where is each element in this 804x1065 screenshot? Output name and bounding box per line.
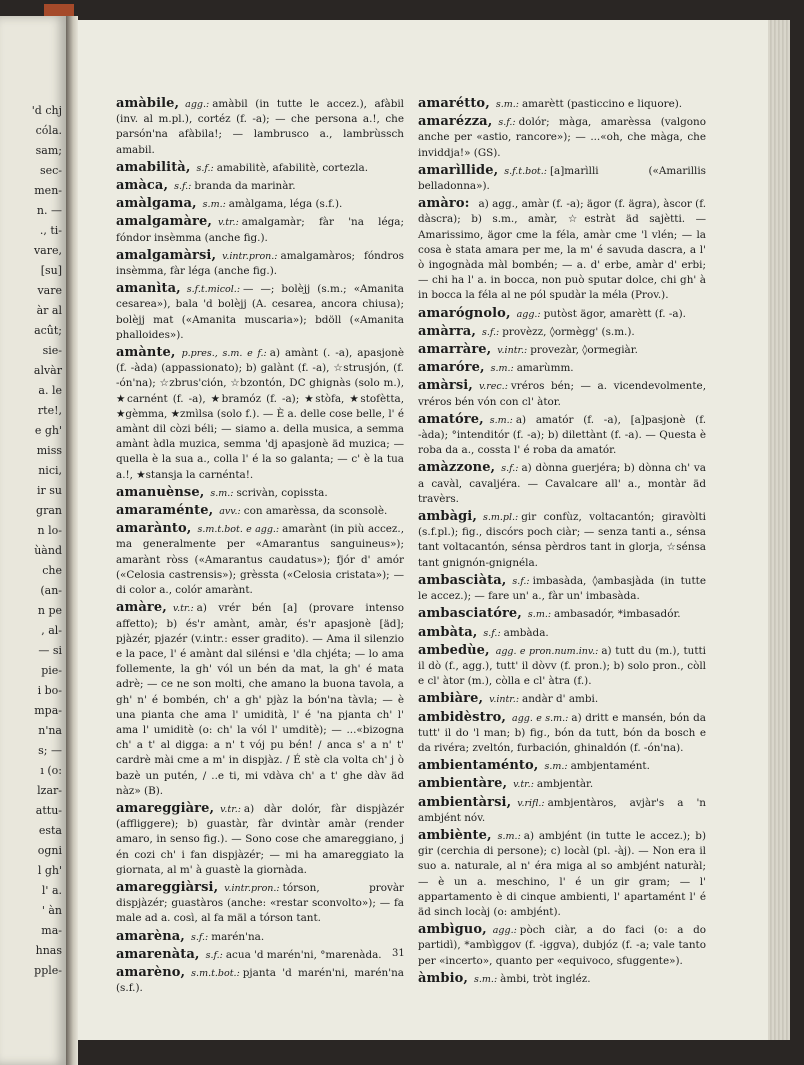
entry-definition: acua 'd marén'ni, °marenàda. — [225, 948, 382, 961]
dictionary-entry — [418, 96, 706, 112]
dictionary-entry — [116, 248, 404, 279]
left-page-text-fragment: gran — [36, 504, 62, 517]
entry-definition: ambjentamént. — [570, 760, 650, 773]
entry-grammar: s.m.: — [474, 973, 498, 985]
entry-grammar: s.f.: — [498, 117, 516, 129]
entry-headword: amàlgama, — [116, 196, 197, 212]
entry-definition: ambasadór, *imbasadór. — [554, 608, 681, 621]
entry-definition: amàbil (in tutte le accez.), afàbil (inv. al m.pl.), cortéz (f. -a); — che persona a.!, che parsón'na afàbila!; — lambrusco a., lambrùssch amabil. — [116, 98, 404, 156]
dictionary-entry — [418, 625, 706, 641]
entry-headword: amarràre, — [418, 342, 492, 358]
entry-grammar: s.f.: — [483, 627, 501, 639]
entry-headword: amàre, — [116, 600, 167, 616]
left-page-text-fragment: nici, — [38, 464, 62, 477]
left-column — [116, 96, 404, 998]
entry-grammar: s.m.: — [497, 830, 521, 842]
entry-definition: ambàda. — [503, 626, 549, 639]
entry-headword: ambientàrsi, — [418, 794, 512, 810]
entry-definition: [a]marìlli («Amarillis belladonna»). — [418, 164, 706, 193]
entry-definition: provezàr, ◊ormegiàr. — [530, 344, 638, 357]
entry-grammar: v.rec.: — [478, 381, 508, 393]
dictionary-entry — [116, 96, 404, 158]
entry-definition: amarètt (pasticcino e liquore). — [521, 98, 683, 110]
entry-grammar: v.intr.pron.: — [222, 250, 278, 262]
left-page-text-fragment: ogni — [37, 844, 62, 857]
entry-definition: ambjentàr. — [536, 778, 594, 791]
dictionary-entry — [116, 965, 404, 996]
entry-grammar: s.m.: — [495, 99, 519, 110]
left-page-text-fragment: — si — [38, 644, 62, 657]
dictionary-entry — [418, 360, 706, 376]
entry-headword: amarétto, — [418, 96, 490, 111]
entry-headword: ambìguo, — [418, 922, 487, 938]
left-page-text-fragment: 'd chj — [31, 104, 62, 117]
dictionary-entry — [418, 971, 706, 987]
entry-definition: àmbi, tròt ingléz. — [500, 972, 591, 985]
left-page-text-fragment: vare — [37, 284, 62, 297]
entry-definition: ambjentàros, avjàr's a 'n ambjént nóv. — [418, 796, 706, 824]
dictionary-entry — [116, 947, 404, 963]
left-page-text-fragment: lzar- — [37, 784, 62, 797]
entry-headword: amalgamàrsi, — [116, 247, 217, 263]
entry-grammar: v.tr.: — [220, 803, 241, 815]
entry-definition: provèzz, ◊ormègg' (s.m.). — [502, 325, 635, 338]
scan-top-border — [0, 0, 804, 18]
entry-grammar: s.f.t.bot.: — [504, 165, 547, 177]
book-spine — [66, 16, 78, 1065]
entry-headword: amarenàta, — [116, 946, 200, 962]
left-page-text-fragment: n pe — [37, 604, 62, 617]
dictionary-entry — [418, 776, 706, 792]
entry-headword: amaróre, — [418, 360, 485, 376]
dictionary-entry — [418, 196, 706, 303]
left-page-text-fragment: ı (o: — [40, 764, 62, 777]
dictionary-entry — [418, 922, 706, 969]
left-page-text-fragment: ùànd — [34, 544, 62, 557]
entry-definition: con amarèssa, da sconsolè. — [243, 505, 388, 518]
dictionary-entry — [418, 828, 706, 920]
dictionary-entry — [418, 114, 706, 161]
right-column — [418, 96, 706, 989]
entry-headword: amàro: — [418, 196, 470, 212]
entry-definition: tórson, provàr dispjàzér; guastàros (anche: «restar sconvolto»); — fa male ad a. così, al fa mäl a tórson tant. — [116, 881, 404, 925]
dictionary-entry — [418, 324, 706, 340]
entry-headword: amàca, — [116, 178, 169, 194]
entry-definition: a) agg., amàr (f. -a); ägor (f. ägra), àscor (f. dàscra); b) s.m., amàr, ☆estràt äd sajètti. — Amarissimo, ägor cme la féla, amàr cme 'l vlén; — la cosa è stata amara per me, la m' é savuda dascra, a l' ò ingognàda màl bombén; — a. d' erbe, amàr d' erbi; — chi ha l' a. in bocca, non può sputar dolce, chi gh' à in bocca la féla al ne pól spudàr la méla (Prov.). — [418, 198, 706, 302]
entry-definition: — —; bolèjj (s.m.; «Amanita cesarea»), bala 'd bolèjj (A. cesarea, ancora chiusa); bolèjj mat («Amanita muscaria»); bdöll («Amanita phalloides»). — [116, 283, 404, 341]
entry-definition: amabilitè, afabilitè, cortezla. — [216, 161, 369, 174]
entry-definition: putòst ägor, amarètt (f. -a). — [543, 307, 686, 320]
left-page-text-fragment: ma- — [41, 924, 62, 937]
left-page-text-fragment: s; — — [38, 744, 62, 757]
entry-grammar: s.m.: — [210, 487, 234, 499]
entry-grammar: v.tr.: — [217, 217, 239, 229]
left-page-text-fragment: mpa- — [34, 704, 62, 717]
entry-grammar: v.tr.: — [172, 603, 194, 615]
left-page-text-fragment: ' àn — [41, 904, 62, 917]
entry-headword: amàrsi, — [418, 378, 473, 394]
entry-definition: dolór; màga, amarèssa (valgono anche per «astio, rancore»); — ...«oh, che màga, che inviddja!» (GS). — [418, 116, 706, 159]
book-cover-edge — [44, 4, 74, 16]
dictionary-entry — [116, 503, 404, 519]
entry-grammar: s.m.: — [490, 363, 514, 375]
entry-definition: a) tutt du (m.), tutti il dò (f., agg.), tutt' il dòvv (f. pron.); b) solo pron., còll e cl' àtor (m.), còlla e cl' àtra (f.). — [418, 644, 706, 688]
dictionary-entry — [116, 160, 404, 176]
left-page-text-fragment: l gh' — [37, 864, 62, 877]
entry-headword: amarèno, — [116, 964, 186, 980]
entry-definition: a) dàr dolór, fàr dispjàzér (affliggere); b) guastàr, fàr dvintàr amàr (render amaro, in senso fig.). — Sono cose che amareggiano, j én cozi ch' i fan dispjàzér; — mi ha amareggiato la giornata, al m' à guastè la giornàda. — [116, 802, 404, 876]
left-page-text-fragment: ir su — [36, 484, 62, 497]
entry-grammar: s.f.: — [512, 575, 530, 587]
entry-headword: amalgamàre, — [116, 214, 212, 230]
entry-definition: a) amatór (f. -a), [a]pasjonè (f. -àda); °intenditór (f. -a); b) dilettànt (f. -a). — Questa è roba da a., cossta l' é roba da amatór. — [418, 413, 706, 457]
left-page-text-fragment: attu- — [35, 804, 62, 817]
entry-headword: ambientàre, — [418, 776, 508, 792]
left-page-text-fragment: i bo- — [37, 684, 62, 697]
left-page-text-fragment: cóla. — [35, 124, 62, 137]
page-stack-edge — [768, 20, 790, 1040]
dictionary-entry — [116, 485, 404, 501]
dictionary-entry — [116, 801, 404, 878]
entry-grammar: s.m.: — [489, 414, 513, 426]
page-number: 31 — [392, 948, 405, 959]
left-page-text-fragment: , al- — [41, 624, 62, 637]
entry-grammar: s.f.: — [190, 931, 209, 943]
dictionary-entry — [418, 342, 706, 358]
left-page-text-fragment: (an- — [40, 584, 62, 597]
left-page-text-fragment: n lo- — [37, 524, 62, 537]
entry-headword: amarìllide, — [418, 162, 499, 178]
entry-grammar: s.m.pl.: — [482, 512, 519, 524]
entry-grammar: s.m.t.bot.: — [191, 967, 240, 979]
entry-headword: ambasciàta, — [418, 572, 507, 588]
entry-definition: amalgamàros; fóndros insèmma, fàr léga (anche fig.). — [116, 249, 404, 278]
left-page-text-fragment: hnas — [35, 944, 62, 957]
entry-definition: amàlgama, léga (s.f.). — [228, 198, 343, 211]
entry-definition: amarùmm. — [516, 362, 574, 375]
entry-grammar: avv.: — [219, 506, 241, 518]
dictionary-entry — [418, 606, 706, 622]
dictionary-entry — [116, 281, 404, 343]
entry-headword: amanìta, — [116, 281, 181, 297]
dictionary-entry — [116, 345, 404, 483]
left-page-text-fragment: pple- — [34, 964, 62, 977]
dictionary-entry — [418, 412, 706, 459]
entry-grammar: s.f.: — [481, 326, 500, 338]
entry-headword: amarógnolo, — [418, 305, 511, 321]
dictionary-entry — [116, 196, 404, 212]
entry-definition: andàr d' ambi. — [522, 693, 599, 706]
entry-grammar: s.f.: — [174, 181, 192, 193]
entry-definition: a) vrér bén [a] (provare intenso affetto); b) és'r amànt, amàr, és'r apasjonè [äd]; pjàzér, pjazér (v.intr.: esser gradito). — Ama il silenzio e la pace, l' é amànt dal silénsi e 'dla chjéta; — lo ama follemente, la gh' vól un bén da mat, la gh' é mata adrè; — ce ne son molti, che amano la buona tavola, a gh' n' é bombén, ch' a gh' pjàz la bón'na tàvla; — è una pianta che ama l' umidità, l' é 'na pjanta ch' l' ama l' umiditè (o: ch' la vól l' umditè); — ...«bizogna ch' a t' al digga: a n' t vój pu bén! / anca s' a n' t' cardrè mài cme a m' in dispjàz. / É stè cla volta ch' j ò bazè un putén, / ..e ti, mi vdàva ch' a t' ghe dàv äd nàz» (B). — [116, 602, 404, 797]
entry-headword: ambàgi, — [418, 509, 477, 525]
entry-definition: gir confùz, voltacantón; giravòlti (s.f.pl.); fig., discórs poch ciàr; — senza tanti a., sénsa tant voltacantón, sénsa pèrdros tant in glorja, ☆sénsa tant gnignón-gnignéla. — [418, 511, 706, 569]
entry-grammar: v.intr.: — [489, 694, 520, 706]
left-page-text-fragment: rte!, — [37, 404, 62, 417]
entry-grammar: s.m.: — [527, 609, 552, 621]
entry-definition: imbasàda, ◊ambasjàda (in tutte le accez.); — fare un' a., fàr un' imbasàda. — [418, 574, 706, 603]
entry-grammar: p.pres., s.m. e f.: — [181, 348, 267, 360]
entry-headword: amarézza, — [418, 114, 493, 130]
entry-headword: amarànto, — [116, 521, 192, 537]
entry-headword: àmbio, — [418, 970, 469, 986]
entry-definition: a) ambjént (in tutte le accez.); b) gir (cerchia di persone); c) locàl (pl. -àj). — Non era il suo a. naturale, al n' éra miga al so ambjént naturàl; — è un a. meschino, l' é un gir gram; — l' appartamento è di cinque ambienti, l' apartamént l' é äd sinch locàj (o: ambjént). — [418, 829, 706, 918]
dictionary-entry — [116, 214, 404, 245]
dictionary-entry — [116, 929, 404, 945]
dictionary-entry — [418, 573, 706, 604]
entry-definition: amalgamàr; fàr 'na léga; fóndor insèmma (anche fig.). — [116, 216, 404, 244]
left-page-text-fragment: acût; — [34, 324, 62, 337]
entry-grammar: s.f.t.micol.: — [186, 284, 241, 296]
left-page-text-fragment: ., ti- — [39, 224, 62, 237]
left-page-text-fragment: miss — [36, 444, 62, 457]
dictionary-entry — [418, 795, 706, 826]
entry-grammar: agg. e pron.num.inv.: — [495, 645, 599, 657]
entry-definition: scrivàn, copissta. — [236, 486, 328, 499]
entry-headword: amaraménte, — [116, 503, 214, 519]
left-page-text-fragment: sec- — [39, 164, 62, 177]
left-page-text-fragment: a. le — [38, 384, 62, 397]
entry-headword: amarèna, — [116, 928, 185, 944]
entry-grammar: v.intr.pron.: — [224, 882, 280, 894]
entry-grammar: s.m.: — [202, 199, 226, 211]
dictionary-entry — [418, 710, 706, 757]
entry-headword: amabilità, — [116, 159, 191, 175]
entry-headword: amànte, — [116, 345, 176, 361]
left-page-text-fragment: esta — [38, 824, 62, 837]
left-page-fragment — [0, 16, 66, 1065]
entry-grammar: agg.: — [185, 99, 210, 110]
left-page-text-fragment: l' a. — [41, 884, 62, 897]
entry-grammar: s.f.: — [501, 463, 519, 475]
dictionary-entry — [418, 306, 706, 322]
entry-definition: a) dònna guerjéra; b) dònna ch' va a cavàl, cavaljéra. — Cavalcare all' a., montàr äd travèrs. — [418, 462, 706, 505]
entry-definition: pòch ciàr, a do faci (o: a do partidì), *ambìggov (f. -iggva), dubjóz (f. -a; vale tanto per «incerto», quanto per «equivoco, sfuggente»). — [418, 924, 706, 967]
left-page-text-fragment: n'na — [38, 724, 62, 737]
entry-grammar: v.rifl.: — [517, 797, 545, 809]
left-page-text-fragment: pie- — [41, 664, 62, 677]
entry-grammar: agg.: — [492, 925, 517, 937]
entry-headword: amareggiàrsi, — [116, 879, 219, 895]
entry-headword: ambiènte, — [418, 827, 492, 843]
left-page-text-fragment: àr al — [36, 304, 62, 317]
entry-definition: amarànt (in più accez., ma generalmente per «Amarantus sanguineus»); amarànt ròss («Amarantus caudatus»); fjór d' amór («Celosia castrensis»); grèssta («Celosia cristata»); — di color a., colór amarànt. — [116, 523, 405, 597]
entry-headword: amàbile, — [116, 96, 180, 111]
left-page-text-fragment: alvàr — [33, 364, 62, 377]
entry-headword: amareggiàre, — [116, 800, 215, 816]
entry-headword: ambedùe, — [418, 642, 490, 658]
entry-grammar: v.tr.: — [513, 779, 534, 791]
entry-definition: pjanta 'd marén'ni, marén'na (s.f.). — [116, 966, 404, 995]
entry-grammar: s.f.: — [205, 949, 223, 961]
dictionary-entry — [418, 643, 706, 690]
dictionary-entry — [116, 178, 404, 194]
dictionary-entry — [418, 691, 706, 707]
entry-definition: a) amànt (. -a), apasjonè (f. -àda) (appassionato); b) galànt (f. -a), ☆strusjón, (f. -ón'na); ☆zbrus'ción, ☆bzontón, DC ghignàs (solo m.), ★carnént (f. -a), ★bramóz (f. -a); ★stòfa, ★stofètta, ★gèmma, ★zmìlsa (solo f.). — È a. delle cose belle, l' é amànt dil còzi béli; — siamo a. della musica, a semma amànt àdla muzica, semma 'dj apasjonè äd muzica; — quella è la sua a., colla l' é la so galanta; — c' è la tua a.!, ★stansja la carnénta!. — [116, 347, 404, 481]
dictionary-entry — [418, 758, 706, 774]
entry-headword: ambidèstro, — [418, 709, 507, 725]
entry-grammar: s.f.: — [196, 162, 214, 174]
entry-grammar: s.m.: — [544, 761, 568, 773]
entry-definition: a) dritt e mansén, bón da tutt' il do 'l man; b) fig., bón da tutt, bón da bosch e da rivéra; zveltón, furbación, ghinaldón (f. -ón'na). — [418, 711, 706, 754]
entry-headword: amàrra, — [418, 323, 476, 339]
dictionary-entry — [418, 163, 706, 194]
entry-headword: amatóre, — [418, 411, 484, 427]
entry-headword: ambàta, — [418, 624, 478, 640]
left-page-text-fragment: n. — — [36, 204, 62, 217]
entry-headword: amanuènse, — [116, 484, 205, 500]
entry-headword: amàzzone, — [418, 460, 496, 476]
entry-definition: marén'na. — [211, 930, 265, 943]
entry-grammar: agg.: — [516, 308, 541, 320]
dictionary-entry — [116, 521, 404, 598]
dictionary-entry — [116, 880, 404, 927]
left-page-text-fragment: vare, — [33, 244, 62, 257]
left-page-text-fragment: [su] — [40, 264, 62, 277]
dictionary-entry — [116, 600, 404, 799]
entry-definition: vréros bén; — a. vicendevolmente, vréros bén vón con cl' àtor. — [418, 380, 706, 408]
left-page-text-fragment: sam; — [35, 144, 62, 157]
entry-grammar: v.intr.: — [497, 345, 528, 357]
dictionary-entry — [418, 460, 706, 507]
entry-grammar: agg. e s.m.: — [512, 712, 569, 724]
entry-headword: ambasciatóre, — [418, 606, 522, 622]
left-page-text-fragment: e gh' — [34, 424, 62, 437]
left-page-text-fragment: sie- — [42, 344, 62, 357]
entry-grammar: s.m.t.bot. e agg.: — [197, 524, 280, 536]
dictionary-entry — [418, 378, 706, 409]
entry-headword: ambiàre, — [418, 691, 484, 707]
entry-headword: ambientaménto, — [418, 758, 539, 774]
left-page-text-fragment: che — [42, 564, 62, 577]
left-page-text-fragment: men- — [34, 184, 62, 197]
entry-definition: branda da marinàr. — [194, 180, 296, 193]
dictionary-entry — [418, 509, 706, 571]
